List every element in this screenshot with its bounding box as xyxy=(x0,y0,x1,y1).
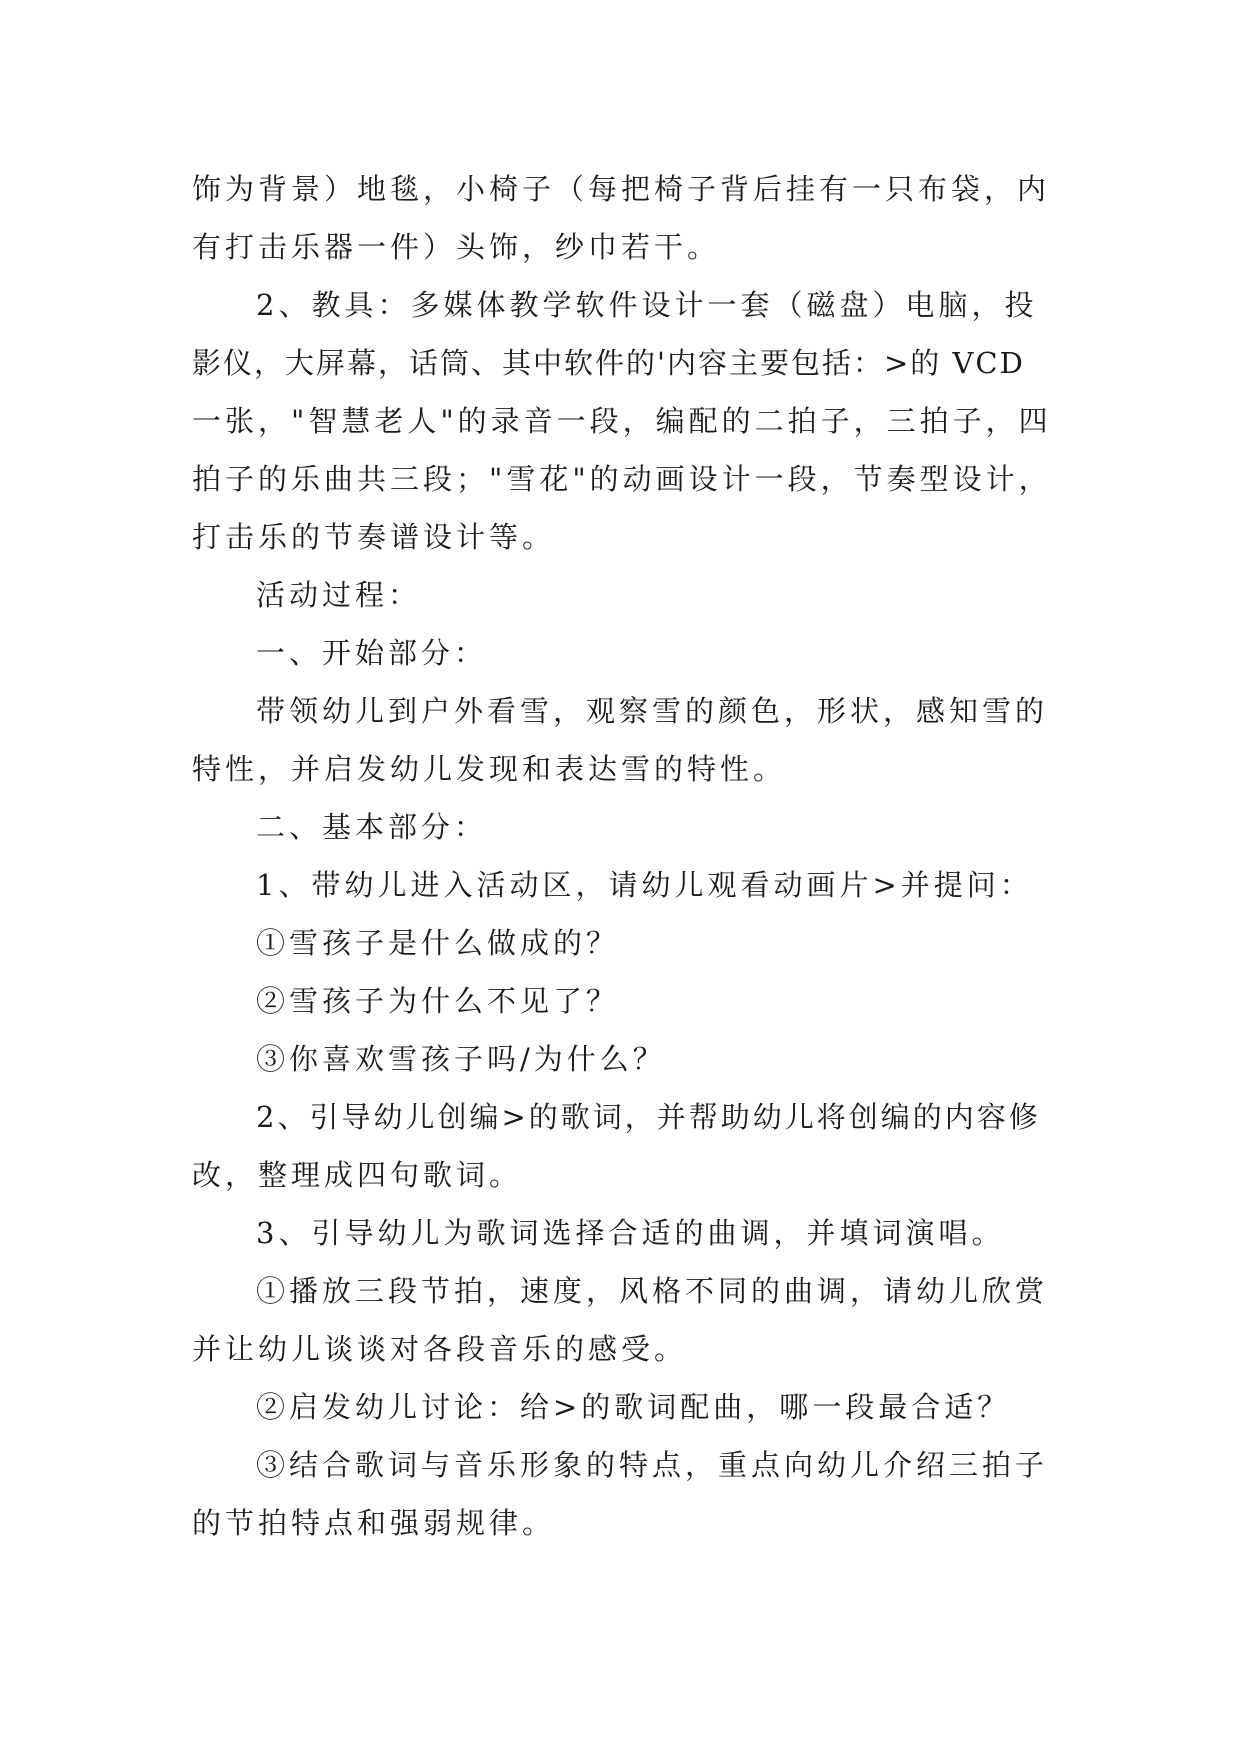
text-line: 2、引导幼儿创编>的歌词，并帮助幼儿将创编的内容修 xyxy=(256,1100,1041,1134)
document-body xyxy=(192,160,1052,1552)
text-line: 改，整理成四句歌词。 xyxy=(192,1158,523,1192)
section-heading: 一、开始部分： xyxy=(256,636,488,670)
text-line: ①播放三段节拍，速度，风格不同的曲调，请幼儿欣赏 xyxy=(256,1274,1049,1308)
text-line: 3、引导幼儿为歌词选择合适的曲调，并填词演唱。 xyxy=(256,1216,1005,1250)
text-line: 特性，并启发幼儿发现和表达雪的特性。 xyxy=(192,752,787,786)
text-line: 饰为背景）地毯，小椅子（每把椅子背后挂有一只布袋，内 xyxy=(192,172,1051,206)
text-line: 打击乐的节奏谱设计等。 xyxy=(192,520,556,554)
text-line: 拍子的乐曲共三段；"雪花"的动画设计一段，节奏型设计， xyxy=(192,462,1052,496)
text-line: 2、教具：多媒体教学软件设计一套（磁盘）电脑，投 xyxy=(256,288,1038,322)
question-item: ①雪孩子是什么做成的？ xyxy=(256,926,620,960)
question-item: ②雪孩子为什么不见了？ xyxy=(256,984,620,1018)
section-heading: 活动过程： xyxy=(256,578,422,612)
text-line: ②启发幼儿讨论：给>的歌词配曲，哪一段最合适？ xyxy=(256,1390,1011,1424)
text-line: 的节拍特点和强弱规律。 xyxy=(192,1506,556,1540)
text-line: 1、带幼儿进入活动区，请幼儿观看动画片>并提问： xyxy=(256,868,1033,902)
section-heading: 二、基本部分： xyxy=(256,810,488,844)
text-line: 一张，"智慧老人"的录音一段，编配的二拍子，三拍子，四 xyxy=(192,404,1052,438)
text-line: 有打击乐器一件）头饰，纱巾若干。 xyxy=(192,230,721,264)
question-item: ③你喜欢雪孩子吗/为什么？ xyxy=(256,1042,666,1076)
text-line: 并让幼儿谈谈对各段音乐的感受。 xyxy=(192,1332,688,1366)
text-line: ③结合歌词与音乐形象的特点，重点向幼儿介绍三拍子 xyxy=(256,1448,1049,1482)
text-line: 带领幼儿到户外看雪，观察雪的颜色，形状，感知雪的 xyxy=(256,694,1049,728)
text-line: 影仪，大屏幕，话筒、其中软件的'内容主要包括：>的 VCD xyxy=(192,346,1025,380)
